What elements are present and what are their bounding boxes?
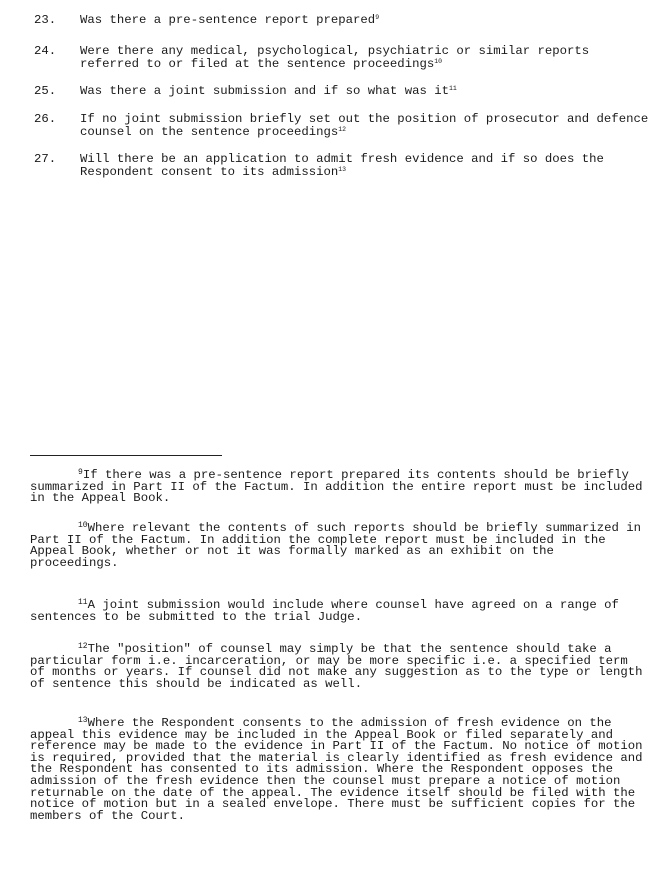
footnote-number: 11 (78, 598, 88, 607)
footnote-ref: 9 (375, 14, 380, 21)
question-text: Was there a pre-sentence report prepared (80, 13, 376, 27)
question-number: 25. (34, 84, 57, 98)
question-item (34, 14, 654, 27)
footnote-text: The "position" of counsel may simply be that the sentence should take a particular form i.e. incarceration, or may be more specific i.e. a specified term of months or years. If counsel did not make any suggestion as to the type or length of sentence this should be indicated as well. (30, 642, 643, 691)
question-item (34, 113, 654, 138)
footnote-number: 12 (78, 642, 88, 651)
footnote-text: Where the Respondent consents to the admission of fresh evidence on the appeal this evidence may be included in the Appeal Book or filed separately and reference may be made to the evidence in Part II of the Factum. No notice of motion is required, provided that the material is clearly identified as fresh evidence and the Respondent has consented to its admission. Where the Respondent opposes the admission of the fresh evidence then the counsel must prepare a notice of motion returnable on the date of the appeal. The evidence itself should be filed with the notice of motion but in a sealed envelope. There must be sufficient copies for the members of the Court. (30, 716, 643, 823)
question-text: Was there a joint submission and if so what was it (80, 84, 449, 98)
footnote (30, 470, 648, 505)
question-text: If no joint submission briefly set out the position of prosecutor and defence counsel on the sentence proceedings (80, 112, 649, 139)
question-text: Will there be an application to admit fresh evidence and if so does the Respondent consent to its admission (80, 152, 604, 179)
footnote-text: A joint submission would include where counsel have agreed on a range of sentences to be submitted to the trial Judge. (30, 598, 619, 624)
footnote-ref: 12 (338, 125, 347, 133)
question-item (34, 153, 654, 178)
footnote-number: 13 (78, 716, 88, 725)
question-text: Were there any medical, psychological, psychiatric or similar reports referred to or filed at the sentence proceedings (80, 44, 590, 71)
question-item (34, 45, 654, 70)
footnote-ref: 11 (448, 85, 457, 92)
footnote-ref: 13 (338, 165, 347, 173)
question-number: 27. (34, 152, 57, 166)
footnote-separator (30, 455, 222, 456)
footnote (30, 718, 648, 822)
footnote-number: 9 (78, 468, 83, 477)
footnote-text: Where relevant the contents of such reports should be briefly summarized in Part II of the Factum. In addition the complete report must be included in the Appeal Book, whether or not it was formally marked as an exhibit on the proceedings. (30, 521, 642, 570)
question-number: 26. (34, 112, 57, 126)
question-number: 23. (34, 13, 57, 27)
question-item (34, 85, 654, 98)
footnote (30, 644, 648, 690)
question-number: 24. (34, 44, 57, 58)
footnote-ref: 10 (434, 57, 443, 65)
footnote (30, 523, 648, 569)
footnote-text: If there was a pre-sentence report prepared its contents should be briefly summarized in Part II of the Factum. In addition the entire report must be included in the Appeal Book. (30, 468, 643, 506)
footnote (30, 600, 648, 623)
footnote-number: 10 (78, 521, 88, 530)
